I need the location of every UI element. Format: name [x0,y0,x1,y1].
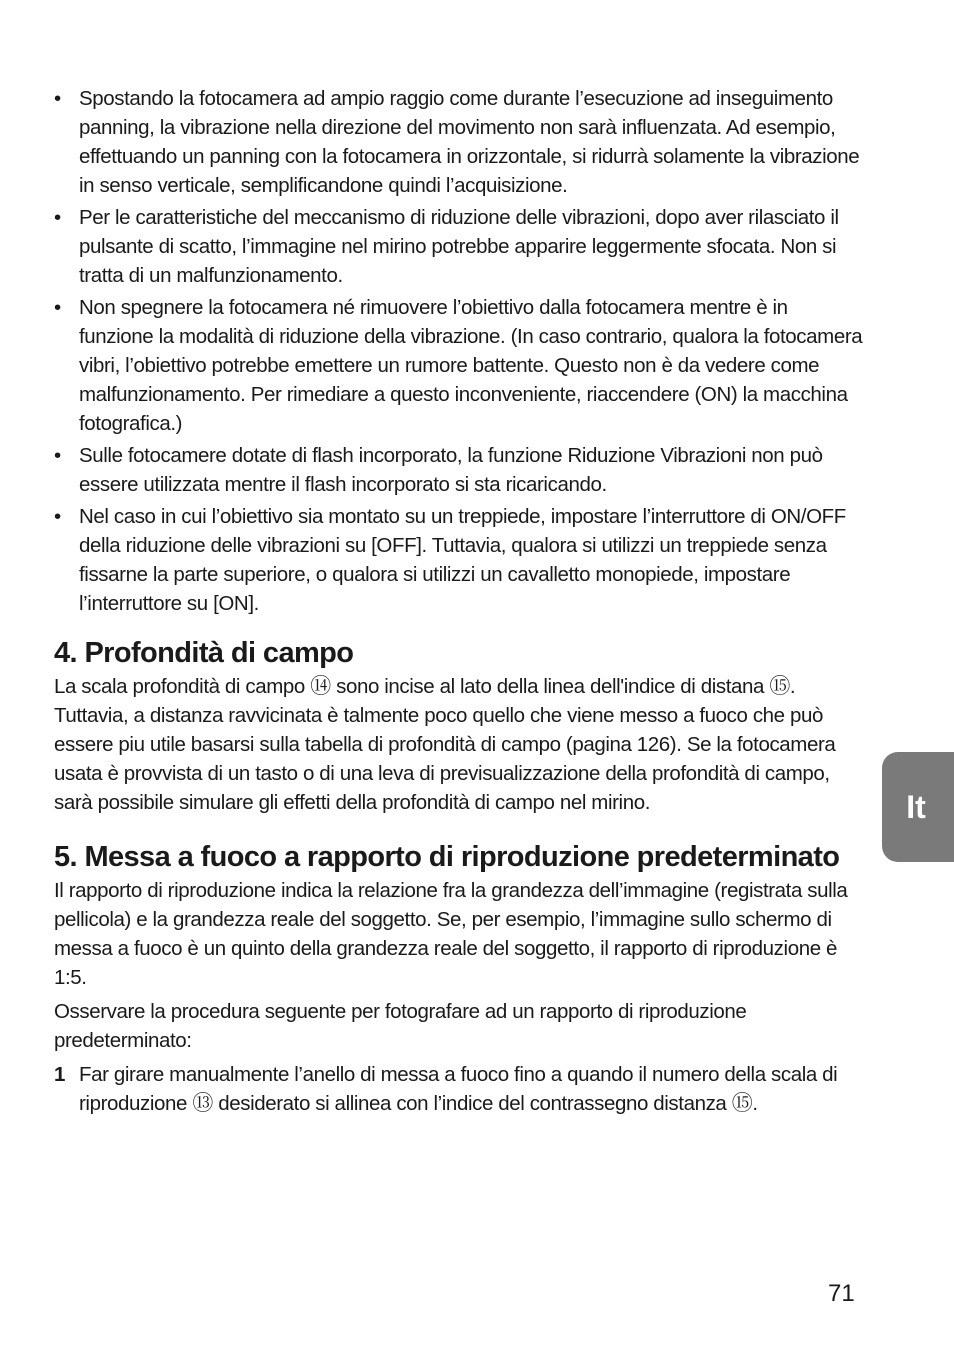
bullet-list [54,84,866,618]
reference-marker-15: ⑮ [731,1092,753,1115]
step-list [54,1060,866,1118]
step-number: 1 [54,1063,66,1086]
bullet-text: Spostando la fotocamera ad ampio raggio come durante l’esecuzione ad inseguimento panning, la vibrazione nella direzione del movimento non sarà influenzata. Ad esempio, effettuando un panning con la fotocamera in orizzontale, si ridurrà solamente la vibrazione in senso verticale, semplificandone quindi l’acquisizione. [79,87,860,197]
text-run: Far girare manualmente l’anello di messa a fuoco fino a quando il numero della scala di riproduzione [79,1063,838,1115]
bullet-text: Per le caratteristiche del meccanismo di riduzione delle vibrazioni, dopo aver rilasciato il pulsante di scatto, l’immagine nel mirino potrebbe apparire leggermente sfocata. Non si tratta di un malfunzionamento. [79,206,839,287]
section-heading-depth-of-field: 4. Profondità di campo [54,637,354,669]
page-content [54,84,866,1118]
bullet-symbol: • [54,87,61,110]
list-item [54,203,866,290]
bullet-symbol: • [54,206,61,229]
reference-marker-14: ⑭ [310,675,331,698]
text-run: La scala profondità di campo [54,675,311,698]
list-item [54,502,866,618]
bullet-text: Non spegnere la fotocamera né rimuovere l’obiettivo dalla fotocamera mentre è in funzione la modalità di riduzione della vibrazione. (In caso contrario, qualora la fotocamera vibri, l’obiettivo potrebbe emettere un rumore battente. Questo non è da vedere come malfunzionamento. Per rimediare a questo inconveniente, riaccendere (ON) la macchina fotografica.) [79,296,863,435]
bullet-symbol: • [54,444,61,467]
bullet-text: Nel caso in cui l’obiettivo sia montato su un treppiede, impostare l’interruttore di ON/OFF della riduzione delle vibrazioni su [OFF]. Tuttavia, qualora si utilizzi un treppiede senza fissarne la parte superiore, o qualora si utilizzi un cavalletto monopiede, impostare l’interruttore su [ON]. [79,505,846,615]
list-item [54,293,866,438]
reference-marker-15: ⑮ [769,675,790,698]
text-run: . Tuttavia, a distanza ravvicinata è talmente poco quello che viene messo a fuoco che può essere piu utile basarsi sulla tabella di profondità di campo (pagina 126). Se la fotocamera usata è provvista di un tasto o di una leva di previsualizzazione della profondità di campo, sarà possibile simulare gli effetti della profondità di campo nel mirino. [54,675,836,814]
page-number: 71 [828,1280,855,1307]
text-run: . [752,1092,758,1115]
list-item [54,84,866,200]
step-item [54,1060,866,1118]
procedure-intro-paragraph: Osservare la procedura seguente per fotografare ad un rapporto di riproduzione predeterminato: [54,1000,747,1052]
language-tab [882,752,954,862]
bullet-symbol: • [54,505,61,528]
language-tab-label: It [906,788,926,825]
section-heading-reproduction-ratio: 5. Messa a fuoco a rapporto di riproduzione predeterminato [54,841,840,873]
bullet-symbol: • [54,296,61,319]
text-run: desiderato si allinea con l’indice del contrassegno distanza [212,1092,732,1115]
text-run: sono incise al lato della linea dell'indice di distana [330,675,770,698]
depth-of-field-paragraph [54,672,866,817]
reference-marker-13: ⑬ [192,1092,213,1115]
bullet-text: Sulle fotocamere dotate di flash incorporato, la funzione Riduzione Vibrazioni non può essere utilizzata mentre il flash incorporato si sta ricaricando. [79,444,823,496]
list-item [54,441,866,499]
reproduction-ratio-paragraph: Il rapporto di riproduzione indica la relazione fra la grandezza dell’immagine (registrata sulla pellicola) e la grandezza reale del soggetto. Se, per esempio, l’immagine sullo schermo di messa a fuoco è un quinto della grandezza reale del soggetto, il rapporto di riproduzione è 1:5. [54,879,848,989]
